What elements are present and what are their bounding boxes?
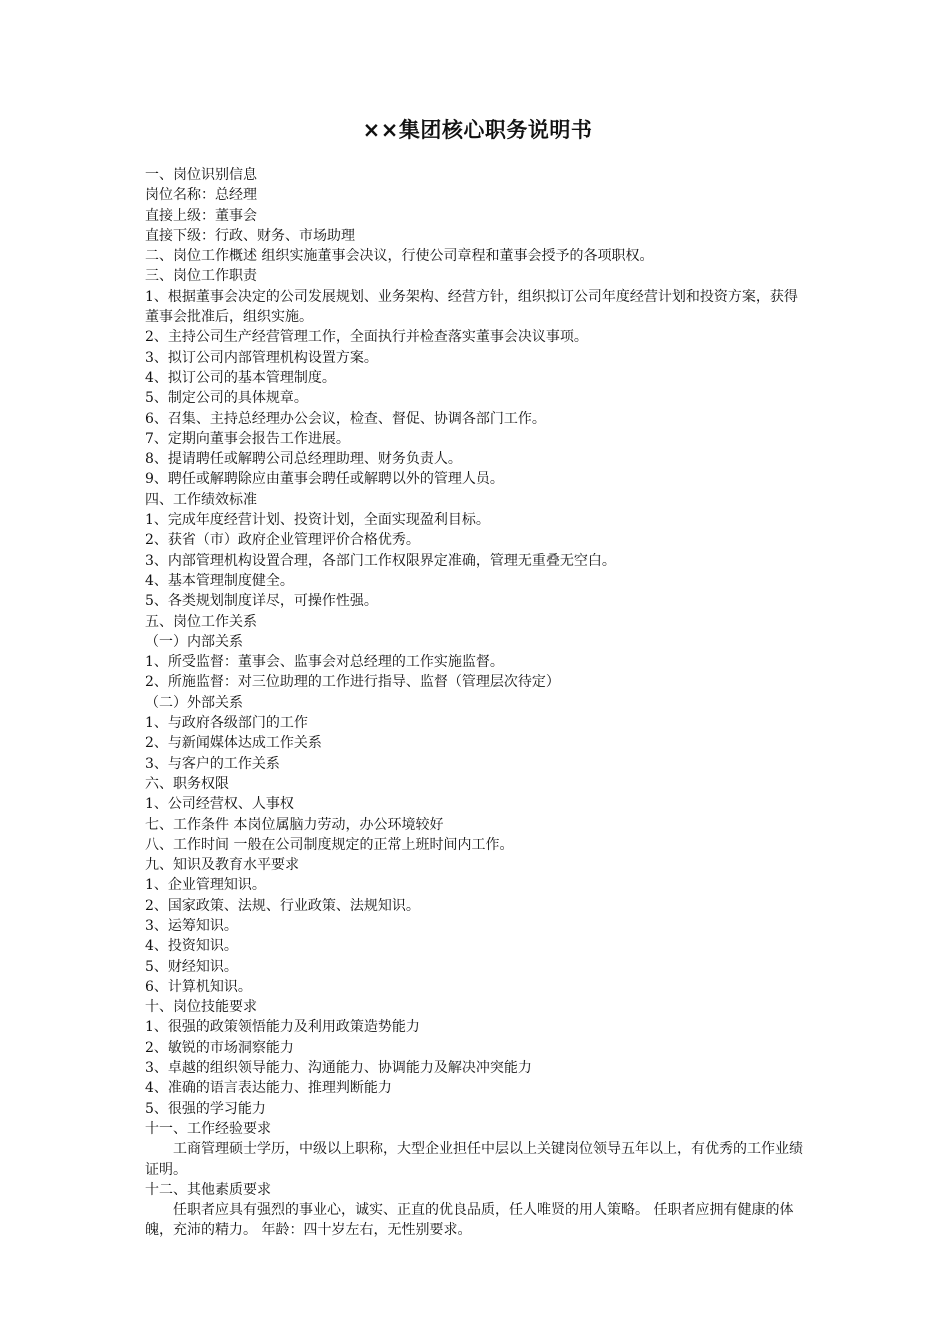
text-line: 岗位名称：总经理 [145, 187, 257, 204]
text-line: 9、聘任或解聘除应由董事会聘任或解聘以外的管理人员。 [145, 471, 504, 488]
section-heading: 五、岗位工作关系 [145, 613, 257, 630]
section-heading: 九、知识及教育水平要求 [145, 857, 299, 874]
text-line: 7、定期向董事会报告工作进展。 [145, 430, 350, 447]
section-heading: 十二、其他素质要求 [145, 1181, 271, 1198]
text-line: 5、财经知识。 [145, 958, 238, 975]
text-line: 3、运筹知识。 [145, 917, 238, 934]
text-line: 3、内部管理机构设置合理，各部门工作权限界定准确，管理无重叠无空白。 [145, 552, 616, 569]
section-heading: 七、工作条件 本岗位属脑力劳动，办公环境较好 [145, 816, 444, 833]
text-line: 直接上级：董事会 [145, 207, 257, 224]
text-line: 3、拟订公司内部管理机构设置方案。 [145, 349, 378, 366]
text-line: 1、与政府各级部门的工作 [145, 715, 308, 732]
text-line: 2、主持公司生产经营管理工作，全面执行并检查落实董事会决议事项。 [145, 329, 588, 346]
text-line: 6、召集、主持总经理办公会议，检查、督促、协调各部门工作。 [145, 410, 546, 427]
text-line: 2、国家政策、法规、行业政策、法规知识。 [145, 897, 420, 914]
text-line: 5、很强的学习能力 [145, 1100, 266, 1117]
text-line: 4、准确的语言表达能力、推理判断能力 [145, 1080, 392, 1097]
text-line: 2、与新闻媒体达成工作关系 [145, 735, 322, 752]
text-line: 2、敏锐的市场洞察能力 [145, 1039, 294, 1056]
text-line: 5、各类规划制度详尽，可操作性强。 [145, 593, 378, 610]
section-heading: 二、岗位工作概述 组织实施董事会决议，行使公司章程和董事会授予的各项职权。 [145, 248, 654, 265]
section-heading: 十、岗位技能要求 [145, 999, 257, 1016]
text-line: 6、计算机知识。 [145, 978, 252, 995]
text-line: 8、提请聘任或解聘公司总经理助理、财务负责人。 [145, 451, 462, 468]
text-line: 5、制定公司的具体规章。 [145, 390, 308, 407]
text-line: 4、基本管理制度健全。 [145, 572, 294, 589]
text-line: 1、完成年度经营计划、投资计划，全面实现盈利目标。 [145, 512, 490, 529]
section-heading: 八、工作时间 一般在公司制度规定的正常上班时间内工作。 [145, 836, 514, 853]
text-line: 3、与客户的工作关系 [145, 755, 280, 772]
text-line: 4、拟订公司的基本管理制度。 [145, 369, 336, 386]
section-heading: 六、职务权限 [145, 775, 229, 792]
section-heading: 十一、工作经验要求 [145, 1120, 271, 1137]
section-heading: 四、工作绩效标准 [145, 491, 257, 508]
section-heading: 一、岗位识别信息 [145, 167, 257, 183]
section-heading: 三、岗位工作职责 [145, 268, 257, 285]
text-line: 2、获省（市）政府企业管理评价合格优秀。 [145, 532, 420, 549]
document-page [145, 115, 810, 1241]
text-line: 1、很强的政策领悟能力及利用政策造势能力 [145, 1019, 420, 1036]
document-title: ××集团核心职务说明书 [362, 118, 593, 142]
text-line: 1、所受监督：董事会、监事会对总经理的工作实施监督。 [145, 654, 504, 671]
text-line: 1、根据董事会决定的公司发展规划、业务架构、经营方针，组织拟订公司年度经营计划和投资方案，获得董事会批准后，组织实施。 [145, 288, 798, 326]
paragraph: 工商管理硕士学历，中级以上职称，大型企业担任中层以上关键岗位领导五年以上，有优秀的工作业绩证明。 [145, 1141, 803, 1178]
subsection-heading: （二）外部关系 [145, 694, 243, 711]
text-line: 1、企业管理知识。 [145, 877, 266, 894]
text-line: 直接下级：行政、财务、市场助理 [145, 227, 355, 244]
text-line: 3、卓越的组织领导能力、沟通能力、协调能力及解决冲突能力 [145, 1060, 532, 1077]
text-line: 1、公司经营权、人事权 [145, 796, 294, 813]
text-line: 2、所施监督：对三位助理的工作进行指导、监督（管理层次待定） [145, 674, 560, 691]
paragraph: 任职者应具有强烈的事业心，诚实、正直的优良品质，任人唯贤的用人策略。 任职者应拥有健康的体魄，充沛的精力。 年龄：四十岁左右，无性别要求。 [145, 1202, 794, 1239]
text-line: 4、投资知识。 [145, 938, 238, 955]
subsection-heading: （一）内部关系 [145, 633, 243, 650]
